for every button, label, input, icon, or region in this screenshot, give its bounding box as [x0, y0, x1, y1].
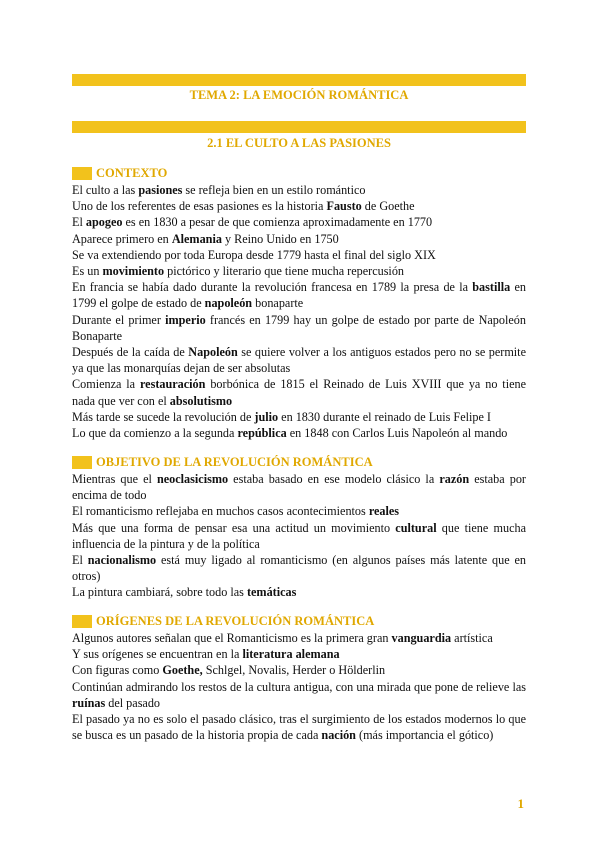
paragraph: Algunos autores señalan que el Romanticismo es la primera gran vanguardia artística	[72, 631, 493, 645]
heading-marker	[72, 615, 92, 628]
paragraph: Y sus orígenes se encuentran en la literatura alemana	[72, 647, 340, 662]
paragraph: El nacionalismo está muy ligado al romanticismo (en algunos países más latente que en otros)	[72, 553, 526, 584]
bold-term: pasiones	[138, 183, 183, 197]
bold-term: Goethe,	[162, 663, 203, 678]
section-heading-contexto	[72, 166, 167, 181]
heading-marker	[72, 167, 92, 180]
paragraph: Lo que da comienzo a la segunda república en 1848 con Carlos Luis Napoleón al mando	[72, 426, 508, 441]
paragraph: El pasado ya no es solo el pasado clásico, tras el surgimiento de los estados modernos lo que se busca es un pasado de la historia propia de cada nación (más importancia el gótico)	[72, 712, 526, 743]
paragraph: Es un movimiento pictórico y literario que tiene mucha repercusión	[72, 264, 405, 279]
section-heading-label: CONTEXTO	[96, 166, 168, 180]
bold-term: vanguardia	[391, 631, 452, 645]
bold-term: neoclasicismo	[156, 472, 229, 486]
page-title: TEMA 2: LA EMOCIÓN ROMÁNTICA	[189, 88, 409, 102]
heading-marker	[72, 456, 92, 469]
page-number: 1	[517, 796, 524, 811]
paragraph: Más tarde se sucede la revolución de julio en 1830 durante el reinado de Luis Felipe I	[72, 409, 491, 424]
bold-term: absolutismo	[169, 393, 233, 408]
section-heading-label: ORÍGENES DE LA REVOLUCIÓN ROMÁNTICA	[96, 614, 375, 628]
bold-term: julio	[254, 409, 279, 424]
paragraph: Durante el primer imperio francés en 1799 hay un golpe de estado por parte de Napoleón Bonaparte	[72, 312, 526, 343]
paragraph: La pintura cambiará, sobre todo las temáticas	[72, 585, 297, 600]
bold-term: nación	[321, 728, 356, 743]
paragraph: En francia se había dado durante la revolución francesa en 1789 la presa de la bastilla en 1799 el golpe de estado de napoleón bonaparte	[72, 280, 526, 311]
section-body	[72, 182, 526, 441]
subtitle-bar	[72, 121, 526, 133]
bold-term: restauración	[139, 377, 206, 392]
bold-term: apogeo	[85, 215, 123, 230]
paragraph: Se va extendiendo por toda Europa desde 1779 hasta el final del siglo XIX	[72, 247, 436, 262]
bold-term: movimiento	[102, 264, 165, 279]
bold-term: reales	[368, 504, 400, 519]
bold-term: república	[237, 426, 287, 441]
paragraph: El apogeo es en 1830 a pesar de que comienza aproximadamente en 1770	[72, 215, 433, 230]
section-heading-origenes	[72, 614, 374, 629]
bold-term: razón	[439, 472, 470, 486]
bold-term: ruínas	[72, 695, 106, 710]
bold-term: Fausto	[326, 199, 362, 214]
bold-term: temáticas	[246, 585, 297, 600]
paragraph: Mientras que el neoclasicismo estaba basado en ese modelo clásico la razón estaba por encima de todo	[72, 472, 526, 503]
paragraph: Aparece primero en Alemania y Reino Unido en 1750	[72, 231, 339, 246]
bold-term: bastilla	[472, 280, 511, 295]
paragraph: Comienza la restauración borbónica de 1815 el Reinado de Luis XVIII que ya no tiene nada que ver con el absolutismo	[72, 377, 526, 408]
paragraph: El culto a las pasiones se refleja bien en un estilo romántico	[72, 183, 366, 197]
bold-term: literatura alemana	[242, 647, 340, 662]
bold-term: cultural	[395, 520, 437, 535]
section-heading-label: OBJETIVO DE LA REVOLUCIÓN ROMÁNTICA	[96, 455, 373, 469]
bold-term: Alemania	[171, 231, 222, 246]
bold-term: nacionalismo	[87, 553, 157, 568]
section-body	[72, 471, 526, 601]
title-bar-top	[72, 74, 526, 86]
paragraph: Después de la caída de Napoleón se quiere volver a los antiguos estados pero no se permite ya que las monarquías dejan de ser absolutas	[72, 345, 526, 376]
page-subtitle: 2.1 EL CULTO A LAS PASIONES	[207, 136, 391, 150]
bold-term: imperio	[165, 312, 206, 327]
paragraph: Uno de los referentes de esas pasiones es la historia Fausto de Goethe	[72, 199, 415, 214]
bold-term: Napoleón	[188, 345, 238, 360]
section-body	[72, 630, 526, 743]
paragraph: El romanticismo reflejaba en muchos casos acontecimientos reales	[72, 504, 400, 519]
bold-term: napoleón	[204, 296, 253, 311]
paragraph: Con figuras como Goethe, Schlgel, Novalis, Herder o Hölderlin	[72, 663, 386, 678]
paragraph: Continúan admirando los restos de la cultura antigua, con una mirada que pone de relieve las ruínas del pasado	[72, 679, 526, 710]
section-heading-objetivo	[72, 455, 373, 470]
paragraph: Más que una forma de pensar esa una actitud un movimiento cultural que tiene mucha influencia de la pintura y de la política	[72, 520, 526, 551]
